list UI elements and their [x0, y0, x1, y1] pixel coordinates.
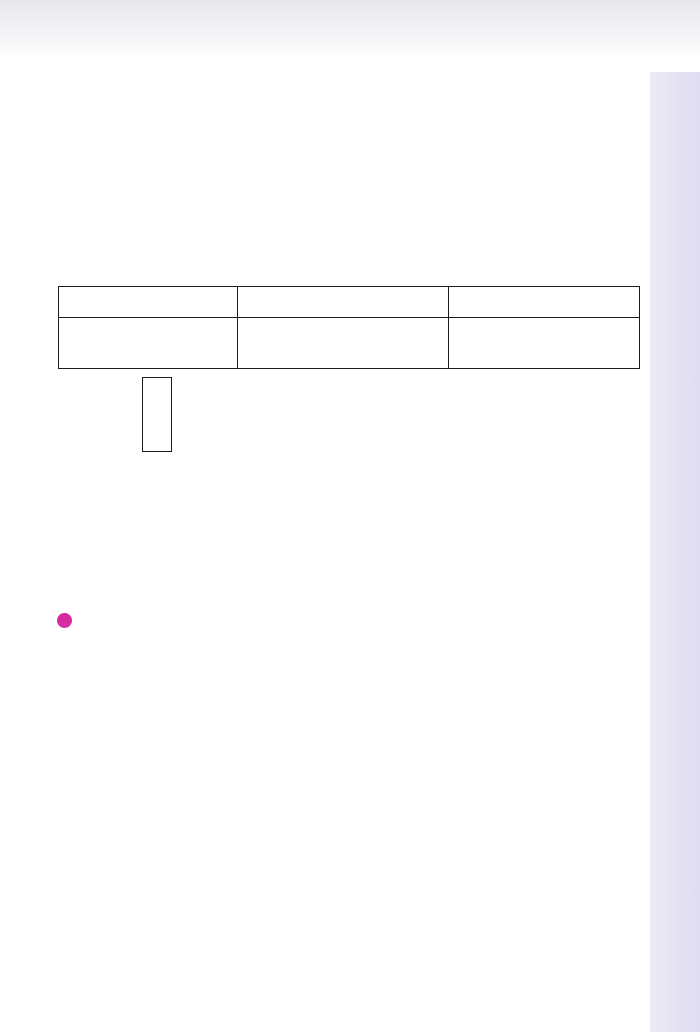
header-count: [238, 287, 449, 318]
header-mass: [59, 287, 238, 318]
cell-mass: [59, 318, 238, 369]
table-header-row: [59, 287, 640, 318]
marker-dot-icon: [57, 613, 72, 628]
cell-count: [238, 318, 449, 369]
top-band: [0, 0, 700, 58]
header-total: [449, 287, 640, 318]
ex260-sign-box: [142, 377, 172, 452]
table-row: [59, 318, 640, 369]
cell-total: [449, 318, 640, 369]
ex259-table: [58, 286, 640, 369]
chapter-sidebar: [650, 72, 700, 1032]
